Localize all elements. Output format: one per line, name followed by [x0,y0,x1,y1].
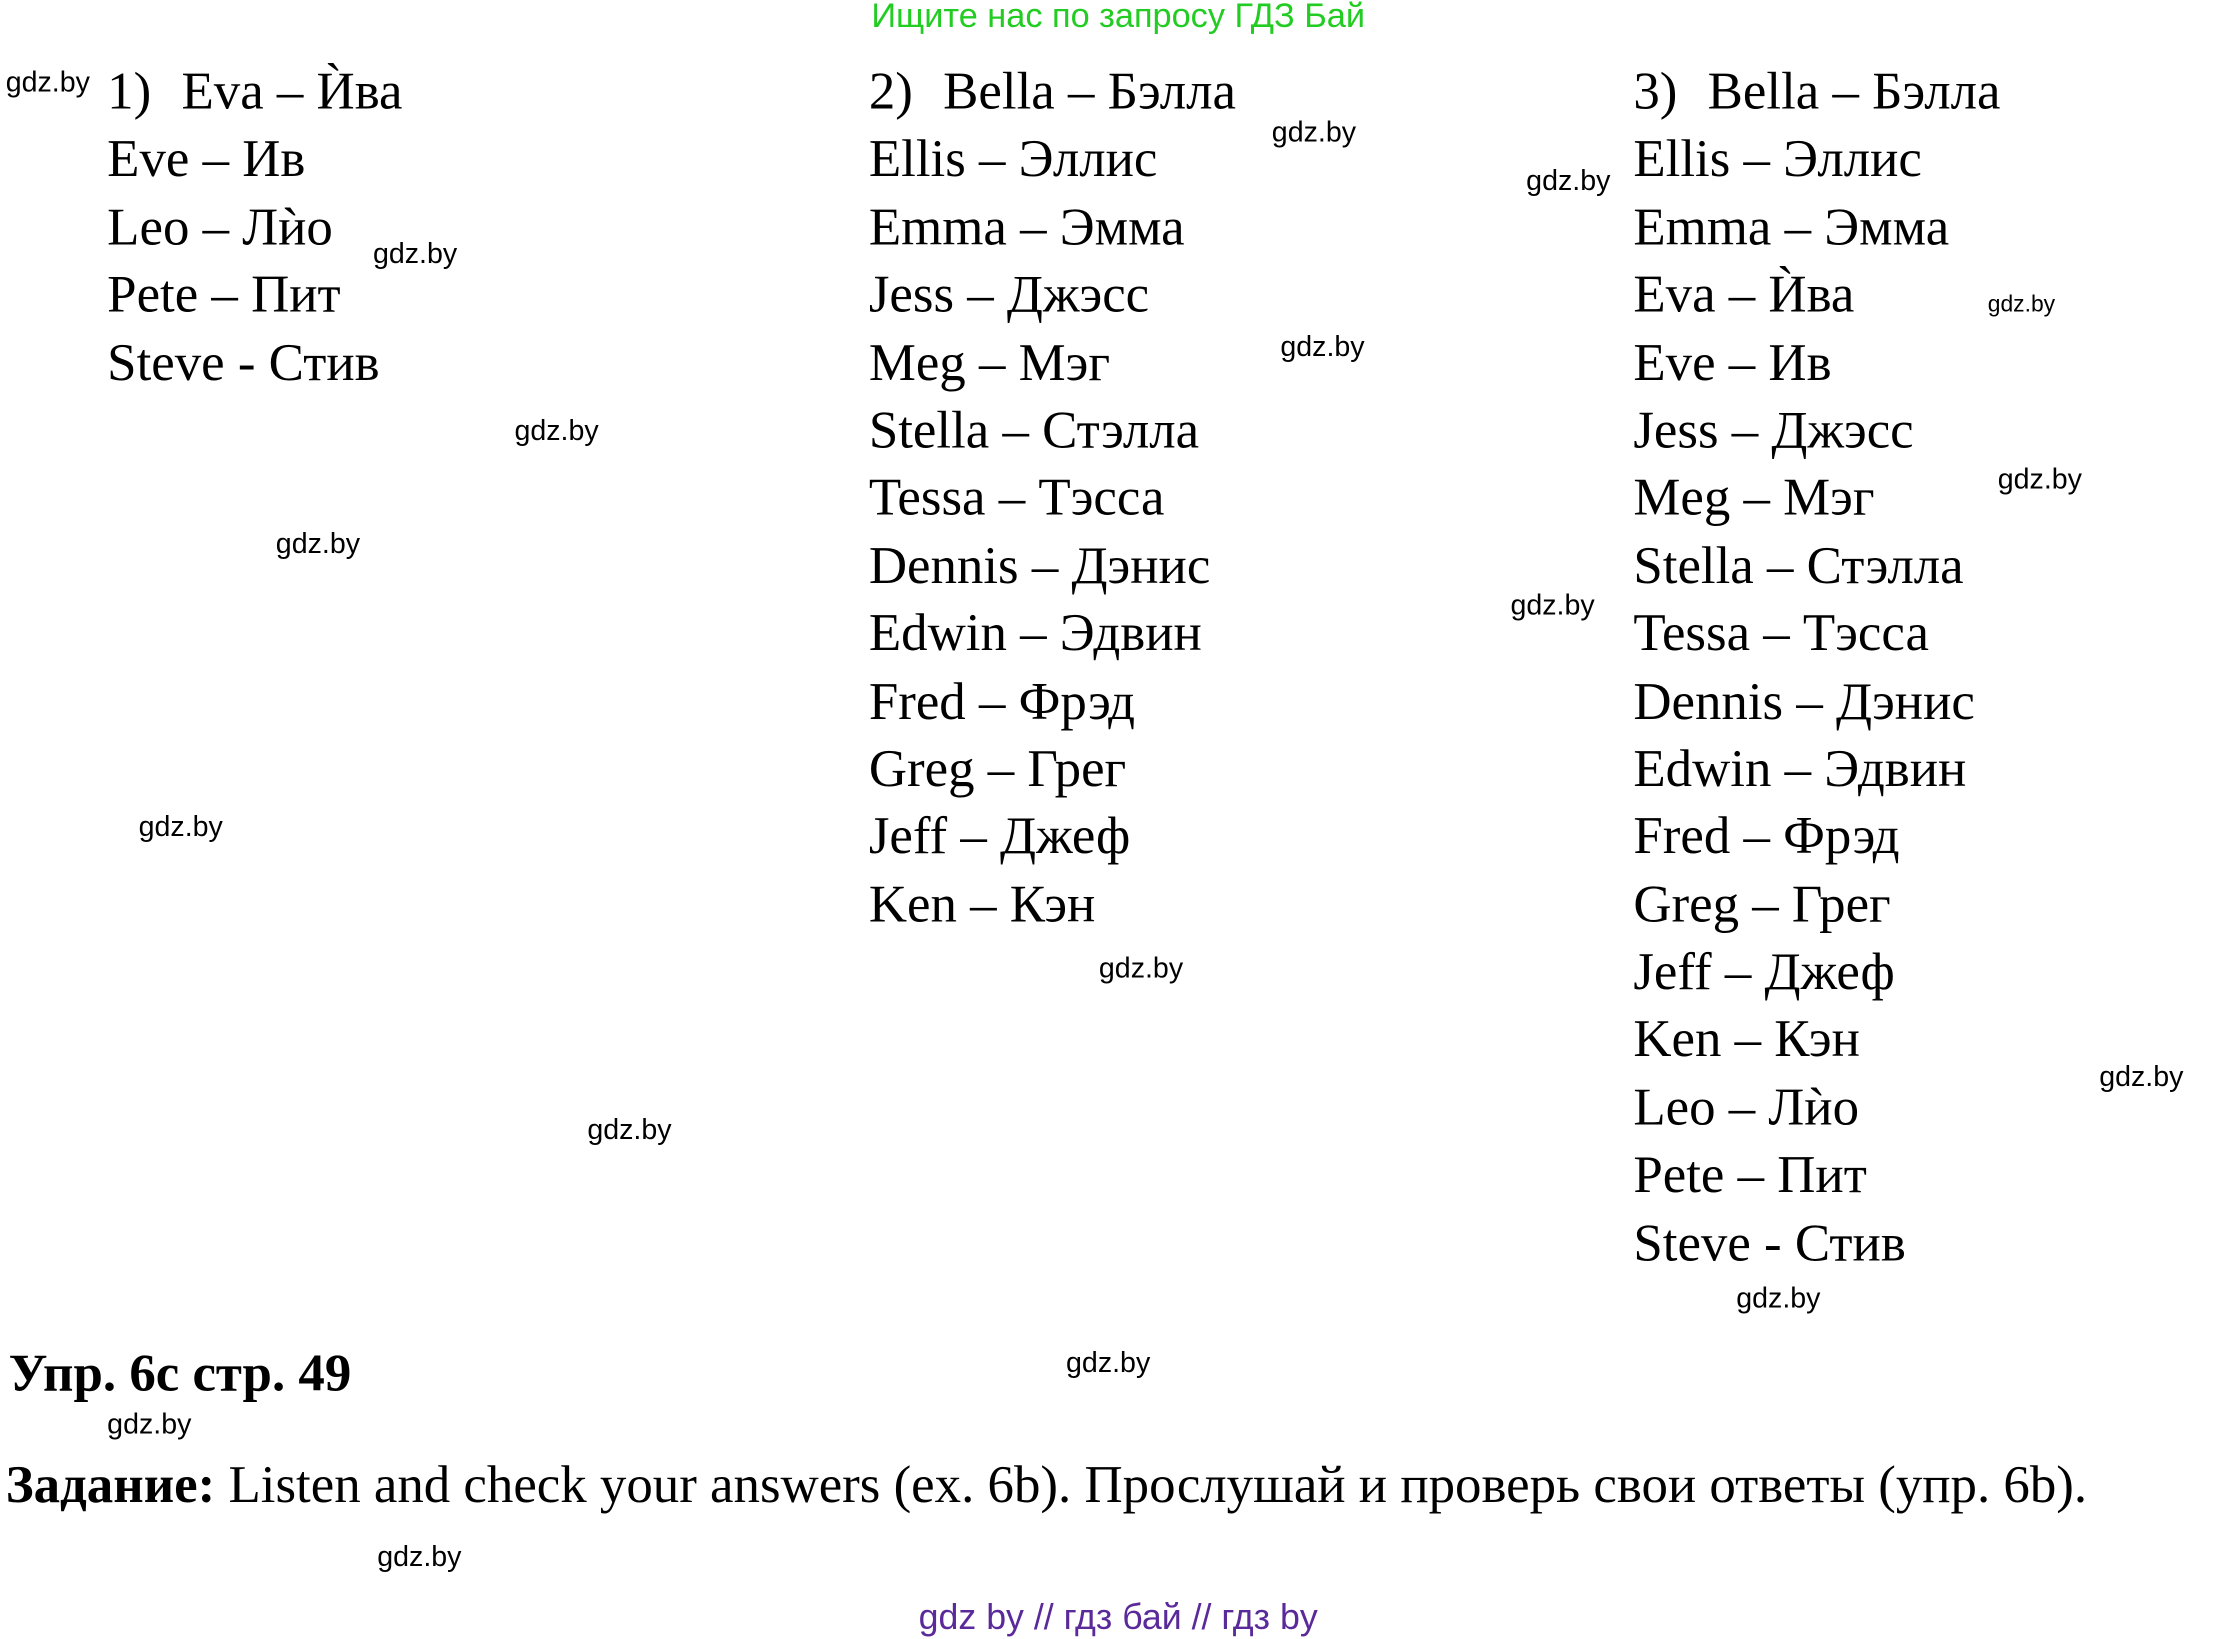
watermark: gdz.by [1987,292,2056,318]
watermark: gdz.by [2099,1061,2184,1094]
list-item: Pete – Пит [107,266,341,325]
watermark: gdz.by [1066,1347,1151,1379]
watermark: gdz.by [1510,590,1595,622]
list-item: Ken – Кэн [868,875,1096,935]
watermark: gdz.by [138,811,223,844]
watermark: gdz.by [1098,953,1184,985]
list-item: Eve – Ив [107,130,306,190]
watermark: gdz.by [1280,331,1365,363]
list-item: Ken – Кэн [1633,1010,1860,1070]
list-item: Leo – Лѝо [107,198,333,257]
list-item: Jeff – Джеф [868,807,1131,867]
footer-links: gdz by // гдз бай // гдз by [918,1597,1318,1638]
watermark: gdz.by [514,415,599,448]
list-item: Eve – Ив [1633,333,1832,393]
exercise-title: Упр. 6c стр. 49 [8,1344,352,1404]
list-item: Dennis – Дэнис [868,536,1211,596]
list-item: Jeff – Джеф [1633,943,1895,1002]
list-item: Bella – Бэлла [1707,62,2001,122]
list-item: Fred – Фрэд [868,672,1136,731]
column-3 [1633,59,2000,1278]
list-item: Jess – Джэсс [1633,401,1914,461]
list-item: Edwin – Эдвин [868,604,1202,664]
list-item: Greg – Грег [1633,875,1891,935]
watermark: gdz.by [372,238,458,271]
list-item: Edwin – Эдвин [1633,740,1967,799]
column-1 [107,59,402,398]
list-item: Emma – Эмма [1633,198,1950,257]
list-item: Dennis – Дэнис [1633,672,1975,731]
column-number: 2) [868,62,913,122]
watermark: gdz.by [1736,1283,1821,1315]
list-item: Ellis – Эллис [868,130,1158,190]
watermark: gdz.by [275,528,361,561]
list-item: Eva – Ѝва [1633,266,1855,325]
list-item: Steve - Стив [1633,1214,1906,1273]
list-item: Pete – Пит [1633,1146,1867,1206]
list-item: Tessa – Тэсса [1633,604,1929,664]
list-item: Ellis – Эллис [1633,130,1922,190]
list-item: Tessa – Тэсса [868,469,1165,528]
task-label: Задание: [5,1456,216,1515]
task-body: Listen and check your answers (ex. 6b). Прослушай и проверь свои ответы (упр. 6b). [215,1456,2088,1515]
list-item: Leo – Лѝо [1633,1078,1860,1138]
watermark: gdz.by [107,1408,192,1441]
task-text [6,1450,2222,1520]
column-number: 1) [107,62,152,122]
column-2 [869,59,1236,939]
list-item: Emma – Эмма [868,198,1185,257]
watermark: gdz.by [1997,464,2082,496]
column-number: 3) [1633,62,1678,122]
list-item: Eva – Ѝва [181,62,403,122]
watermark: gdz.by [587,1114,672,1147]
watermark: gdz.by [1271,117,1357,149]
search-hint-header: Ищите нас по запросу ГДЗ Бай [871,0,1366,36]
list-item: Meg – Мэг [1633,469,1875,528]
watermark: gdz.by [377,1541,462,1574]
watermark: gdz.by [5,67,90,99]
list-item: Jess – Джэсс [868,266,1150,325]
list-item: Meg – Мэг [868,333,1111,393]
list-item: Fred – Фрэд [1633,807,1900,867]
list-item: Greg – Грег [868,740,1127,799]
list-item: Stella – Стэлла [868,401,1200,461]
list-item: Bella – Бэлла [943,62,1236,122]
watermark: gdz.by [1526,165,1611,198]
list-item: Steve - Стив [107,333,380,393]
list-item: Stella – Стэлла [1633,536,1964,596]
